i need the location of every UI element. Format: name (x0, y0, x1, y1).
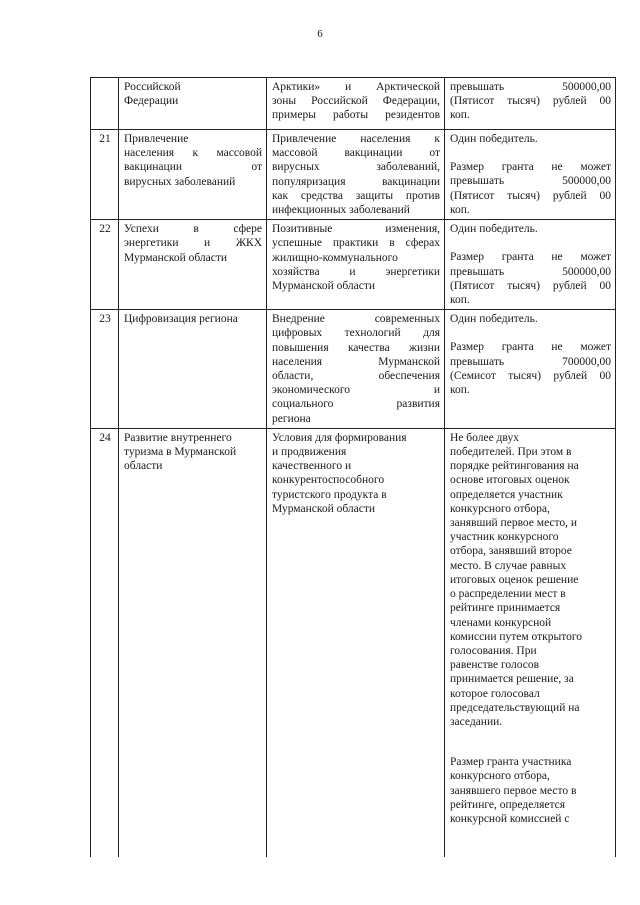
spacer (450, 146, 611, 160)
spacer (450, 729, 611, 755)
text-line: Один победитель. (450, 133, 538, 145)
text-line: конкурсного отбора, (450, 770, 550, 783)
text-line: инфекционных заболеваний (272, 204, 410, 217)
text-line: коп. (450, 384, 470, 397)
text-line: населения к массовой (124, 147, 262, 160)
spacer (450, 326, 611, 340)
nomination-topic (267, 78, 445, 130)
text-line: рейтинге принимается (450, 602, 561, 615)
text-line: Размер гранта не может (450, 161, 611, 174)
text-line: туристского продукта в (272, 488, 387, 501)
text-line: превышать 500000,00 (450, 265, 611, 278)
text-line: порядке рейтингования на (450, 460, 579, 473)
text-line: успешные практики в сферах (272, 237, 440, 250)
text-line: отбора, занявший второе (450, 545, 572, 558)
table-row (91, 130, 616, 220)
text-line: участник конкурсного (450, 531, 559, 544)
nomination-name (119, 428, 267, 857)
text-line: (Пятисот тысяч) рублей 00 (450, 189, 611, 202)
text-line: (Пятисот тысяч) рублей 00 (450, 95, 611, 108)
text-line: экономического и (272, 384, 440, 397)
nomination-topic (267, 310, 445, 429)
row-number: 23 (91, 310, 119, 429)
text-line: популяризация вакцинации (272, 175, 440, 188)
text-line: Мурманской области (272, 502, 376, 515)
spacer (450, 236, 611, 250)
grant-terms (445, 220, 616, 310)
text-line: Развитие внутреннего (124, 431, 232, 444)
text-line: вирусных заболеваний, (272, 161, 440, 174)
text-line: региона (272, 412, 311, 425)
text-line: примеры работы резидентов (272, 109, 440, 122)
text-line: членами конкурсной (450, 616, 552, 629)
text-line: как средства защиты против (272, 189, 440, 202)
text-line: занявший первое место, и (450, 517, 578, 530)
text-line: вакцинации от (124, 161, 262, 174)
text-line: зоны Российской Федерации, (272, 95, 440, 108)
text-line: хозяйства и энергетики (272, 265, 440, 278)
contest-nominations-table (90, 77, 616, 857)
text-line: коп. (450, 203, 470, 216)
text-line: социального развития (272, 398, 440, 411)
grant-terms (445, 310, 616, 429)
text-line: которое голосовал (450, 687, 540, 700)
nomination-name (119, 78, 267, 130)
text-line: и продвижения (272, 446, 347, 459)
text-line: энергетики и ЖКХ (124, 237, 262, 250)
text-line: Не более двух (450, 431, 519, 444)
text-line: занявшего первое место в (450, 784, 577, 797)
text-line: превышать 700000,00 (450, 355, 611, 368)
text-line: голосования. При (450, 644, 537, 657)
nomination-name (119, 310, 267, 429)
text-line: Привлечение населения к (272, 133, 440, 145)
text-line: качественного и (272, 460, 352, 473)
text-line: председательствующий на (450, 701, 580, 714)
text-line: области, обеспечения (272, 370, 440, 383)
text-line: вирусных заболеваний (124, 175, 236, 188)
text-line: Мурманской области (124, 251, 228, 264)
grant-terms (445, 78, 616, 130)
page-number: 6 (317, 28, 323, 40)
text-line: Размер гранта не может (450, 251, 611, 264)
text-line: конкурсного отбора, (450, 502, 550, 515)
row-number (91, 78, 119, 130)
text-line: Федерации (124, 95, 179, 108)
text-line: победителей. При этом в (450, 446, 572, 459)
text-line: Условия для формирования (272, 431, 407, 444)
row-number: 24 (91, 428, 119, 857)
text-line: Один победитель. (450, 223, 538, 236)
grant-terms (445, 130, 616, 220)
text-line: населения Мурманской (272, 355, 440, 368)
text-line: Внедрение современных (272, 313, 440, 326)
text-line: равенстве голосов (450, 659, 540, 672)
text-line: Позитивные изменения, (272, 223, 440, 236)
text-line: итоговых оценок решение (450, 573, 579, 586)
text-line: о распределении мест в (450, 588, 566, 601)
text-line: конкурсной комиссией с (450, 812, 570, 825)
text-line: повышения качества жизни (272, 341, 440, 354)
text-line: Привлечение (124, 133, 189, 145)
text-line: (Пятисот тысяч) рублей 00 (450, 279, 611, 292)
text-line: заседании. (450, 715, 503, 728)
text-line: основе итоговых оценок (450, 474, 570, 487)
nomination-topic (267, 428, 445, 857)
text-line: Успехи в сфере (124, 223, 262, 236)
grant-terms (445, 428, 616, 857)
text-line: комиссии путем открытого (450, 630, 583, 643)
text-line: превышать 500000,00 (450, 81, 611, 93)
text-line: Размер гранта не может (450, 341, 611, 354)
text-line: место. В случае равных (450, 559, 567, 572)
row-number: 21 (91, 130, 119, 220)
text-line: рейтинге, определяется (450, 798, 566, 811)
table-row (91, 428, 616, 857)
table-row (91, 310, 616, 429)
nomination-topic (267, 130, 445, 220)
text-line: жилищно-коммунального (272, 251, 398, 264)
text-line: Цифровизация региона (124, 313, 238, 326)
table-row (91, 78, 616, 130)
text-line: туризма в Мурманской (124, 446, 237, 459)
text-line: конкурентоспособного (272, 474, 385, 487)
text-line: Размер гранта участника (450, 756, 572, 769)
text-line: Арктики» и Арктической (272, 81, 440, 93)
text-line: определяется участник (450, 488, 563, 501)
text-line: массовой вакцинации от (272, 147, 440, 160)
text-line: Один победитель. (450, 313, 538, 326)
text-line: области (124, 460, 163, 473)
nomination-name (119, 220, 267, 310)
nomination-topic (267, 220, 445, 310)
text-line: принимается решение, за (450, 673, 574, 686)
text-line: коп. (450, 294, 470, 307)
text-line: цифровых технологий для (272, 327, 440, 340)
text-line: коп. (450, 109, 470, 122)
text-line: Российской (124, 81, 181, 93)
text-line: (Семисот тысяч) рублей 00 (450, 369, 611, 382)
text-line: Мурманской области (272, 280, 376, 293)
row-number: 22 (91, 220, 119, 310)
text-line: превышать 500000,00 (450, 175, 611, 188)
nomination-name (119, 130, 267, 220)
table-row (91, 220, 616, 310)
